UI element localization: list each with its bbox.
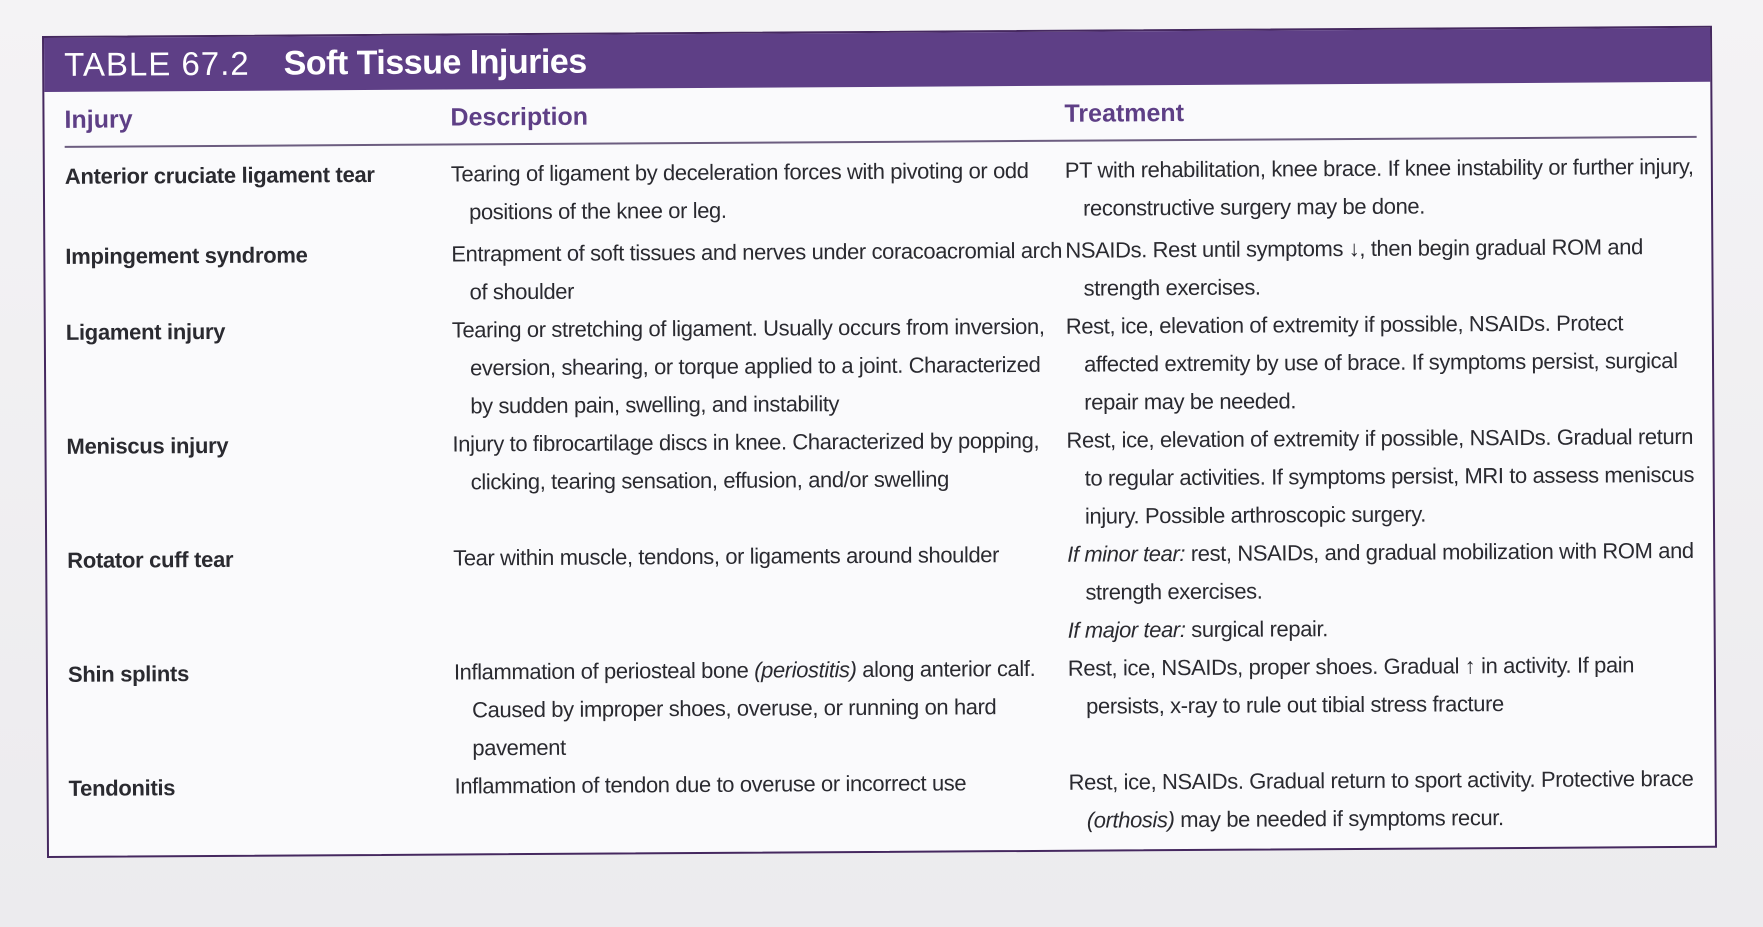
description-cell: Injury to fibrocartilage discs in knee. Characterized by popping, clicking, tearing sensation, effusion, and/or swelling — [452, 427, 1040, 495]
description-cell: Tearing of ligament by deceleration forces with pivoting or odd positions of the knee or leg. — [450, 157, 1029, 225]
description-cell — [454, 650, 1069, 768]
column-header-description: Description — [450, 102, 589, 132]
description-cell: Tear within muscle, tendons, or ligaments around shoulder — [453, 542, 1000, 571]
treatment-cell: Rest, ice, NSAIDs, proper shoes. Gradual ↑ in activity. If pain persists, x-ray to rule out tibial stress fracture — [1067, 652, 1635, 719]
major-tear-label: If major tear: — [1067, 617, 1186, 643]
injury-cell: Rotator cuff tear — [67, 546, 234, 573]
treatment-text: may be needed if symptoms recur. — [1174, 805, 1504, 833]
description-text: along anterior calf. Caused by improper shoes, overuse, or running on hard pavement — [472, 655, 1036, 761]
minor-tear-label: If minor tear: — [1067, 541, 1186, 567]
treatment-text: Rest, ice, NSAIDs. Gradual return to sport activity. Protective brace — [1068, 765, 1694, 795]
table-number: TABLE 67.2 — [64, 44, 250, 83]
table-body — [65, 148, 1701, 846]
treatment-major-tear — [1067, 608, 1700, 650]
column-header-injury: Injury — [64, 105, 133, 134]
table-title: Soft Tissue Injuries — [283, 42, 587, 83]
description-text: Inflammation of periosteal bone — [453, 657, 755, 685]
description-cell: Entrapment of soft tissues and nerves under coracoacromial arch of shoulder — [451, 237, 1063, 305]
injury-cell: Impingement syndrome — [65, 242, 308, 269]
treatment-cell: Rest, ice, elevation of extremity if possible, NSAIDs. Gradual return to regular activities. If symptoms persist, MRI to assess meniscus injury. Possible arthroscopic surgery. — [1066, 423, 1695, 529]
table-row — [65, 148, 1697, 238]
table-row — [67, 532, 1700, 656]
table-header-row — [64, 82, 1696, 148]
table-row — [66, 304, 1699, 428]
treatment-cell — [1067, 532, 1700, 650]
description-cell: Tearing or stretching of ligament. Usually occurs from inversion, eversion, shearing, or torque applied to a joint. Characterized by sudden pain, swelling, and instability — [451, 313, 1045, 419]
table-row — [65, 228, 1697, 314]
minor-tear-text: rest, NSAIDs, and gradual mobilization with ROM and strength exercises. — [1085, 537, 1694, 605]
column-header-treatment: Treatment — [1064, 99, 1185, 128]
soft-tissue-injuries-table — [42, 26, 1717, 858]
description-italic-term: (periostitis) — [754, 657, 857, 683]
injury-cell: Meniscus injury — [66, 432, 229, 459]
treatment-cell: NSAIDs. Rest until symptoms ↓, then begin gradual ROM and strength exercises. — [1065, 234, 1643, 301]
table-row — [66, 418, 1699, 542]
treatment-cell: Rest, ice, elevation of extremity if possible, NSAIDs. Protect affected extremity by use of brace. If symptoms persist, surgical repair may be needed. — [1065, 310, 1678, 415]
injury-cell: Anterior cruciate ligament tear — [64, 161, 375, 189]
treatment-cell: PT with rehabilitation, knee brace. If knee instability or further injury, reconstructive surgery may be done. — [1064, 153, 1694, 221]
treatment-minor-tear — [1067, 532, 1699, 612]
injury-cell: Tendonitis — [68, 775, 176, 801]
description-cell: Inflammation of tendon due to overuse or incorrect use — [454, 770, 967, 799]
table-row — [68, 760, 1700, 846]
treatment-italic-term: (orthosis) — [1086, 807, 1175, 833]
treatment-cell — [1068, 760, 1700, 840]
major-tear-text: surgical repair. — [1185, 616, 1329, 643]
table-row — [68, 646, 1701, 770]
injury-cell: Shin splints — [67, 661, 190, 687]
injury-cell: Ligament injury — [65, 318, 226, 345]
